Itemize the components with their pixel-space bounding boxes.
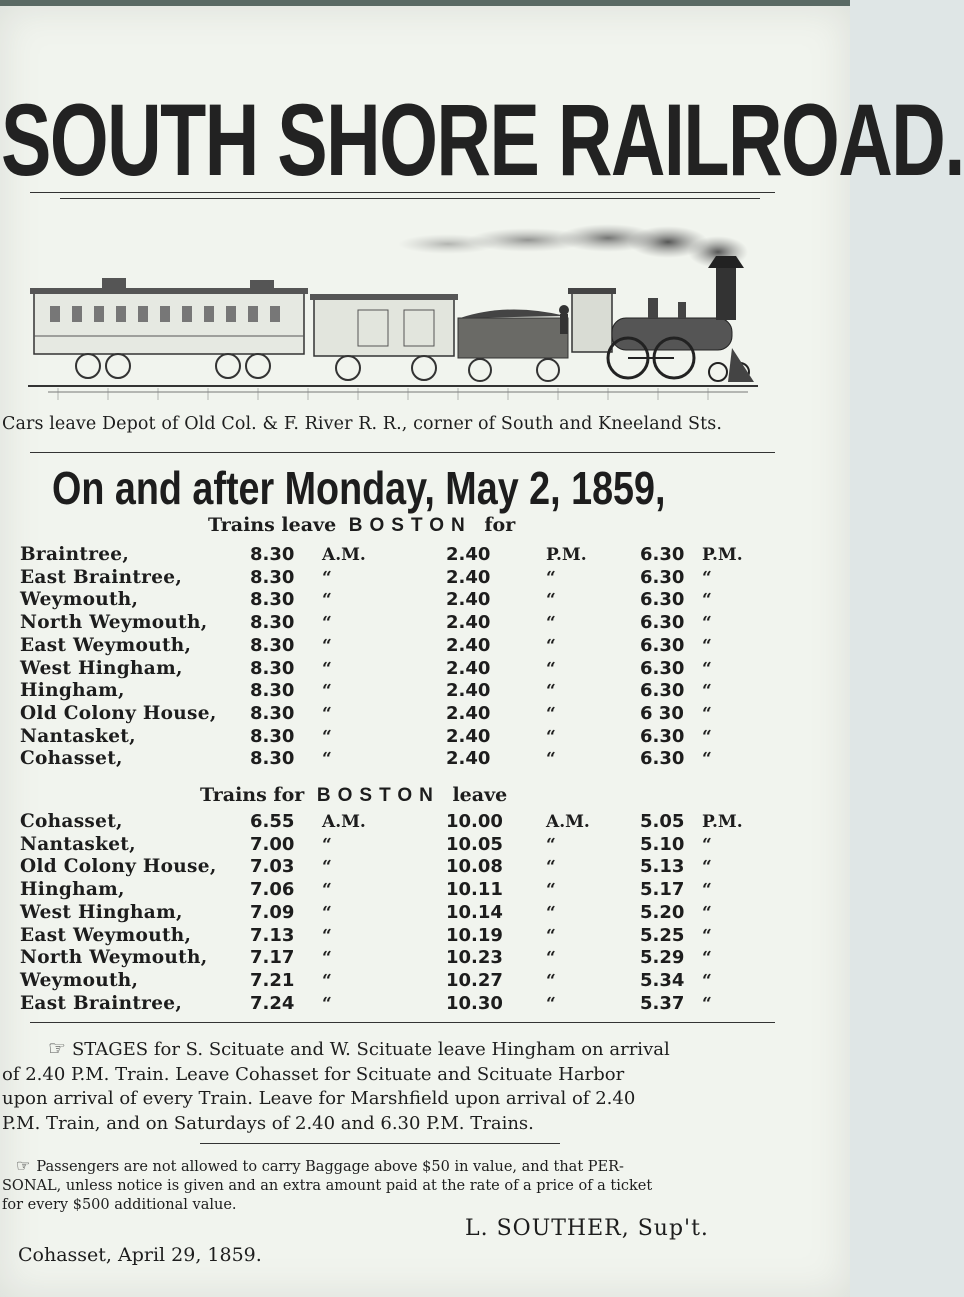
- time-period: “: [546, 681, 556, 702]
- station-name: East Weymouth,: [20, 634, 192, 656]
- departure-time: 6.30: [640, 748, 685, 770]
- departure-time: 2.40: [446, 725, 491, 747]
- departure-time: 8.30: [250, 748, 295, 770]
- time-period: “: [546, 658, 556, 679]
- departure-time: 5.37: [640, 992, 685, 1014]
- departure-time: 6.30: [640, 634, 685, 656]
- departure-time: 8.30: [250, 544, 295, 565]
- time-period: “: [702, 925, 712, 946]
- time-period: “: [322, 948, 332, 969]
- departure-time: 5.13: [640, 856, 685, 878]
- time-period: “: [702, 726, 712, 747]
- baggage-notice: [0, 1156, 790, 1215]
- time-period: “: [322, 902, 332, 923]
- departure-time: 5.29: [640, 947, 685, 969]
- baggage-line: SONAL, unless notice is given and an extra amount paid at the rate of a price of a ticket: [2, 1178, 653, 1194]
- time-period: “: [702, 749, 712, 770]
- pointing-hand-icon: ☞: [48, 1036, 66, 1060]
- departure-time: 5.10: [640, 833, 685, 855]
- departure-time: 10.30: [446, 992, 503, 1014]
- train-engraving: [28, 218, 758, 408]
- superintendent-signature: L. SOUTHER, Sup't.: [465, 1216, 709, 1241]
- timetable-row: [20, 726, 762, 749]
- departure-time: 6 30: [640, 702, 684, 724]
- page-title: SOUTH SHORE RAILROAD.: [1, 83, 964, 197]
- station-name: Old Colony House,: [20, 702, 217, 724]
- time-period: A.M.: [322, 812, 366, 832]
- locomotive: [559, 256, 754, 382]
- departure-time: 2.40: [446, 680, 491, 702]
- departure-time: 6.55: [250, 811, 295, 832]
- stages-line: P.M. Train, and on Saturdays of 2.40 and 6.30 P.M. Trains.: [2, 1112, 534, 1134]
- departure-time: 6.30: [640, 612, 685, 634]
- timetable-row: [20, 879, 762, 902]
- departure-time: 10.05: [446, 833, 503, 855]
- station-name: Hingham,: [20, 680, 125, 702]
- time-period: “: [322, 590, 332, 611]
- time-period: “: [322, 658, 332, 679]
- departure-time: 6.30: [640, 544, 685, 565]
- baggage-line: for every $500 additional value.: [2, 1197, 237, 1213]
- time-period: “: [702, 970, 712, 991]
- time-period: “: [322, 726, 332, 747]
- timetable-row: [20, 856, 762, 879]
- departure-time: 7.17: [250, 947, 295, 969]
- time-period: “: [322, 635, 332, 656]
- time-period: “: [546, 635, 556, 656]
- time-period: “: [546, 880, 556, 901]
- time-period: “: [702, 948, 712, 969]
- time-period: A.M.: [322, 545, 366, 565]
- time-period: “: [322, 703, 332, 724]
- baggage-line: ☞ Passengers are not allowed to carry Baggage above $50 in value, and that PER-: [16, 1156, 624, 1175]
- timetable-row: [20, 589, 762, 612]
- departure-time: 2.40: [446, 589, 491, 611]
- inbound-heading-city: BOSTON: [316, 785, 440, 806]
- time-period: “: [546, 993, 556, 1014]
- time-period: “: [322, 993, 332, 1014]
- depot-rule: [30, 452, 775, 453]
- departure-time: 5.05: [640, 811, 685, 832]
- time-period: “: [546, 590, 556, 611]
- time-period: “: [322, 681, 332, 702]
- broadside-sheet: [0, 6, 964, 1297]
- outbound-timetable: [20, 544, 762, 771]
- time-period: “: [702, 658, 712, 679]
- departure-time: 7.03: [250, 856, 295, 878]
- outbound-heading-city: BOSTON: [348, 515, 472, 536]
- time-period: “: [322, 970, 332, 991]
- time-period: “: [702, 681, 712, 702]
- timetable-row: [20, 635, 762, 658]
- timetable-row: [20, 993, 762, 1016]
- inbound-heading: [200, 784, 507, 807]
- departure-time: 10.23: [446, 947, 503, 969]
- time-period: P.M.: [546, 545, 587, 565]
- timetable-row: [20, 658, 762, 681]
- time-period: A.M.: [546, 812, 590, 832]
- timetable-row: [20, 748, 762, 771]
- time-period: “: [702, 590, 712, 611]
- departure-time: 8.30: [250, 680, 295, 702]
- departure-time: 8.30: [250, 566, 295, 588]
- title-rule-thin: [60, 198, 760, 199]
- departure-time: 2.40: [446, 748, 491, 770]
- stages-line: upon arrival of every Train. Leave for Marshfield upon arrival of 2.40: [2, 1088, 636, 1109]
- timetable-row: [20, 703, 762, 726]
- station-name: West Hingham,: [20, 657, 183, 679]
- effective-date-headline: On and after Monday, May 2, 1859,: [52, 462, 666, 514]
- station-name: Old Colony House,: [20, 856, 217, 878]
- departure-time: 10.00: [446, 811, 503, 832]
- departure-time: 10.14: [446, 901, 503, 923]
- time-period: “: [322, 749, 332, 770]
- departure-time: 6.30: [640, 680, 685, 702]
- station-name: North Weymouth,: [20, 612, 208, 634]
- departure-time: 10.19: [446, 924, 503, 946]
- departure-time: 6.30: [640, 566, 685, 588]
- baggage-car: [310, 294, 458, 380]
- time-period: “: [546, 567, 556, 588]
- station-name: East Braintree,: [20, 566, 183, 588]
- station-name: Weymouth,: [20, 589, 139, 611]
- time-period: “: [546, 970, 556, 991]
- stages-line: of 2.40 P.M. Train. Leave Cohasset for Scituate and Scituate Harbor: [2, 1063, 625, 1085]
- departure-time: 7.21: [250, 969, 295, 991]
- departure-time: 10.11: [446, 879, 503, 901]
- departure-time: 8.30: [250, 725, 295, 747]
- station-name: Nantasket,: [20, 725, 136, 747]
- departure-time: 6.30: [640, 657, 685, 679]
- timetable-row: [20, 925, 762, 948]
- station-name: Nantasket,: [20, 833, 136, 855]
- station-name: Braintree,: [20, 544, 130, 565]
- timetable-row: [20, 970, 762, 993]
- departure-time: 2.40: [446, 544, 491, 565]
- time-period: P.M.: [702, 812, 743, 832]
- timetable-row: [20, 680, 762, 703]
- stages-line: ☞ STAGES for S. Scituate and W. Scituate leave Hingham on arrival: [48, 1036, 670, 1060]
- time-period: “: [322, 857, 332, 878]
- issue-date: Cohasset, April 29, 1859.: [18, 1244, 262, 1266]
- timetable-row: [20, 567, 762, 590]
- passenger-car: [30, 278, 308, 378]
- departure-time: 6.30: [640, 589, 685, 611]
- time-period: “: [702, 902, 712, 923]
- station-name: Cohasset,: [20, 748, 123, 770]
- time-period: “: [546, 726, 556, 747]
- time-period: “: [546, 925, 556, 946]
- departure-time: 8.30: [250, 657, 295, 679]
- time-period: “: [702, 635, 712, 656]
- departure-time: 7.00: [250, 833, 295, 855]
- departure-time: 2.40: [446, 702, 491, 724]
- time-period: “: [546, 703, 556, 724]
- station-name: Hingham,: [20, 879, 125, 901]
- inbound-timetable: [20, 811, 762, 1015]
- departure-time: 5.34: [640, 969, 685, 991]
- departure-time: 5.17: [640, 879, 685, 901]
- station-name: East Braintree,: [20, 992, 183, 1014]
- departure-time: 8.30: [250, 612, 295, 634]
- time-period: “: [702, 613, 712, 634]
- time-period: “: [546, 857, 556, 878]
- departure-time: 2.40: [446, 634, 491, 656]
- pointing-hand-icon: ☞: [16, 1156, 31, 1175]
- time-period: “: [702, 993, 712, 1014]
- depot-line: Cars leave Depot of Old Col. & F. River R. R., corner of South and Kneeland Sts.: [2, 414, 723, 434]
- timetable-row: [20, 612, 762, 635]
- departure-time: 5.25: [640, 924, 685, 946]
- time-period: “: [546, 613, 556, 634]
- time-period: “: [546, 948, 556, 969]
- time-period: “: [702, 567, 712, 588]
- station-name: West Hingham,: [20, 901, 183, 923]
- timetable-row: [20, 834, 762, 857]
- time-period: “: [322, 880, 332, 901]
- departure-time: 10.08: [446, 856, 503, 878]
- notice-rule: [200, 1143, 560, 1144]
- outbound-heading-prefix: Trains leave: [208, 514, 337, 536]
- station-name: East Weymouth,: [20, 924, 192, 946]
- outbound-heading-suffix: for: [484, 514, 516, 536]
- time-period: “: [546, 749, 556, 770]
- departure-time: 8.30: [250, 702, 295, 724]
- time-period: “: [546, 834, 556, 855]
- departure-time: 2.40: [446, 566, 491, 588]
- departure-time: 10.27: [446, 969, 503, 991]
- departure-time: 2.40: [446, 612, 491, 634]
- time-period: “: [322, 834, 332, 855]
- departure-time: 8.30: [250, 589, 295, 611]
- time-period: P.M.: [702, 545, 743, 565]
- departure-time: 7.13: [250, 924, 295, 946]
- time-period: “: [322, 567, 332, 588]
- timetable-rule: [30, 1022, 775, 1023]
- departure-time: 7.09: [250, 901, 295, 923]
- timetable-row: [20, 902, 762, 925]
- smoke-plume: [398, 224, 748, 268]
- time-period: “: [702, 703, 712, 724]
- time-period: “: [702, 880, 712, 901]
- tender: [458, 309, 568, 381]
- time-period: “: [322, 613, 332, 634]
- timetable-row: [20, 947, 762, 970]
- time-period: “: [702, 834, 712, 855]
- outbound-heading: [208, 514, 515, 537]
- departure-time: 7.06: [250, 879, 295, 901]
- station-name: Weymouth,: [20, 969, 139, 991]
- title-rule: [30, 192, 775, 193]
- departure-time: 5.20: [640, 901, 685, 923]
- stages-notice: [0, 1036, 790, 1136]
- departure-time: 2.40: [446, 657, 491, 679]
- timetable-row: [20, 811, 762, 834]
- station-name: Cohasset,: [20, 811, 123, 832]
- departure-time: 6.30: [640, 725, 685, 747]
- station-name: North Weymouth,: [20, 947, 208, 969]
- departure-time: 7.24: [250, 992, 295, 1014]
- timetable-row: [20, 544, 762, 567]
- inbound-heading-prefix: Trains for: [200, 784, 305, 806]
- time-period: “: [322, 925, 332, 946]
- departure-time: 8.30: [250, 634, 295, 656]
- time-period: “: [702, 857, 712, 878]
- time-period: “: [546, 902, 556, 923]
- inbound-heading-suffix: leave: [452, 784, 508, 806]
